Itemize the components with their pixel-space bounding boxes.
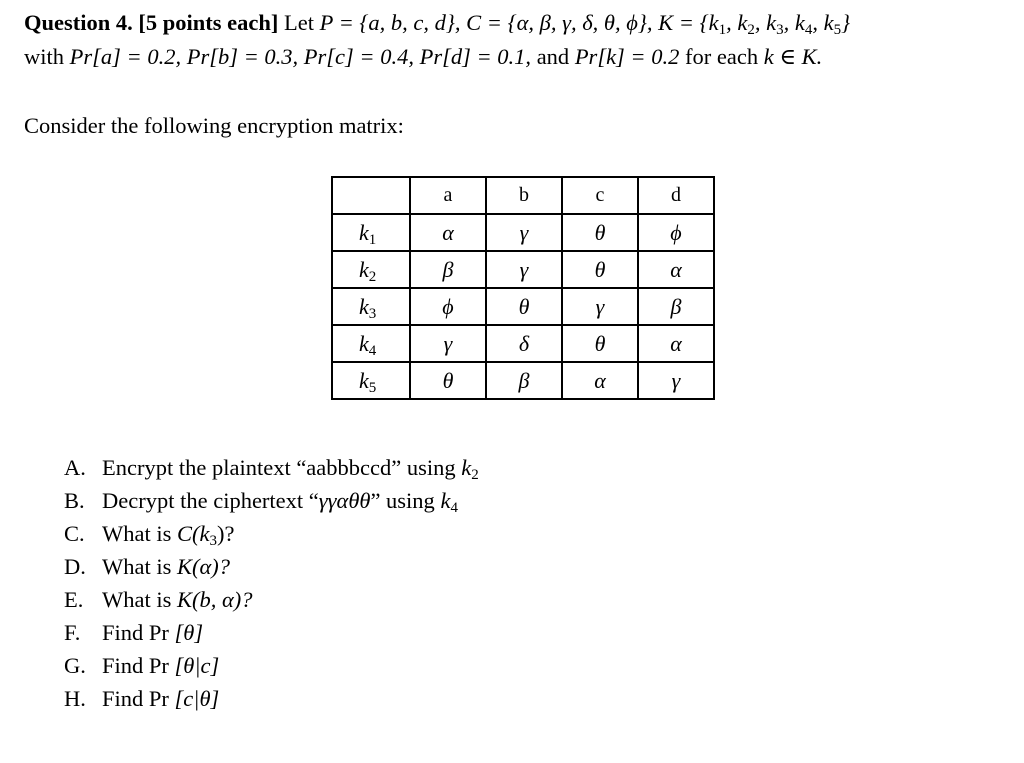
question-b: B. Decrypt the ciphertext “γγαθθ” using $k_4$ xyxy=(64,488,458,516)
matrix-cell: ϕ xyxy=(638,214,714,251)
prob-a: Pr[a] = 0.2, xyxy=(69,44,182,69)
for-each-word: for each xyxy=(685,44,759,69)
matrix-row-k3 xyxy=(332,288,714,325)
matrix-cell: θ xyxy=(410,362,486,399)
plaintext-set: P = {a, b, c, d}, xyxy=(319,10,461,35)
key-cell: $k_4$ xyxy=(332,325,410,362)
matrix-cell: θ xyxy=(562,251,638,288)
matrix-col-b: b xyxy=(486,177,562,214)
prob-k: Pr[k] = 0.2 xyxy=(574,44,680,69)
points-label: [5 points each] xyxy=(138,10,279,35)
question-header-line xyxy=(24,10,850,36)
matrix-row-k2 xyxy=(332,251,714,288)
key-cell: $k_1$ xyxy=(332,214,410,251)
matrix-cell: β xyxy=(638,288,714,325)
matrix-cell: β xyxy=(486,362,562,399)
matrix-cell: γ xyxy=(562,288,638,325)
with-word: with xyxy=(24,44,65,69)
question-label: Question 4. xyxy=(24,10,133,35)
matrix-cell: ϕ xyxy=(410,288,486,325)
encryption-matrix xyxy=(331,176,715,400)
matrix-cell: δ xyxy=(486,325,562,362)
key-cell: $k_3$ xyxy=(332,288,410,325)
matrix-header-row xyxy=(332,177,714,214)
matrix-corner-cell xyxy=(332,177,410,214)
key-cell: $k_5$ xyxy=(332,362,410,399)
matrix-row-k4 xyxy=(332,325,714,362)
matrix-cell: γ xyxy=(638,362,714,399)
matrix-col-a: a xyxy=(410,177,486,214)
matrix-col-c: c xyxy=(562,177,638,214)
probabilities-line xyxy=(24,44,822,70)
matrix-cell: α xyxy=(410,214,486,251)
matrix-row-k5 xyxy=(332,362,714,399)
prob-c: Pr[c] = 0.4, xyxy=(303,44,414,69)
matrix-cell: α xyxy=(638,325,714,362)
key-set: $K = \{k_1$, $k_2$, $k_3$, $k_4$, $k_5$} xyxy=(658,10,851,38)
k-in-K: k ∈ K. xyxy=(763,44,823,69)
matrix-cell: γ xyxy=(410,325,486,362)
question-c: C. What is $C(k_3)$? xyxy=(64,521,235,549)
question-e: E. What is K(b, α)? xyxy=(64,587,253,612)
and-word: and xyxy=(536,44,570,69)
matrix-cell: α xyxy=(638,251,714,288)
matrix-cell: γ xyxy=(486,214,562,251)
ciphertext-set: C = {α, β, γ, δ, θ, ϕ}, xyxy=(466,10,653,35)
matrix-cell: β xyxy=(410,251,486,288)
prob-d: Pr[d] = 0.1, xyxy=(419,44,532,69)
matrix-cell: θ xyxy=(562,325,638,362)
matrix-cell: α xyxy=(562,362,638,399)
matrix-cell: θ xyxy=(486,288,562,325)
matrix-row-k1 xyxy=(332,214,714,251)
intro-text: Consider the following encryption matrix: xyxy=(24,113,404,138)
matrix-cell: θ xyxy=(562,214,638,251)
key-cell: $k_2$ xyxy=(332,251,410,288)
question-g: G. Find Pr [θ|c] xyxy=(64,653,220,678)
prob-b: Pr[b] = 0.3, xyxy=(186,44,299,69)
question-d: D. What is K(α)? xyxy=(64,554,231,579)
matrix-col-d: d xyxy=(638,177,714,214)
question-h: H. Find Pr [c|θ] xyxy=(64,686,220,711)
let-word: Let xyxy=(284,10,314,35)
question-f: F. Find Pr [θ] xyxy=(64,620,204,645)
question-a: A. Encrypt the plaintext “aabbbccd” using $k_2$ xyxy=(64,455,479,483)
matrix-cell: γ xyxy=(486,251,562,288)
